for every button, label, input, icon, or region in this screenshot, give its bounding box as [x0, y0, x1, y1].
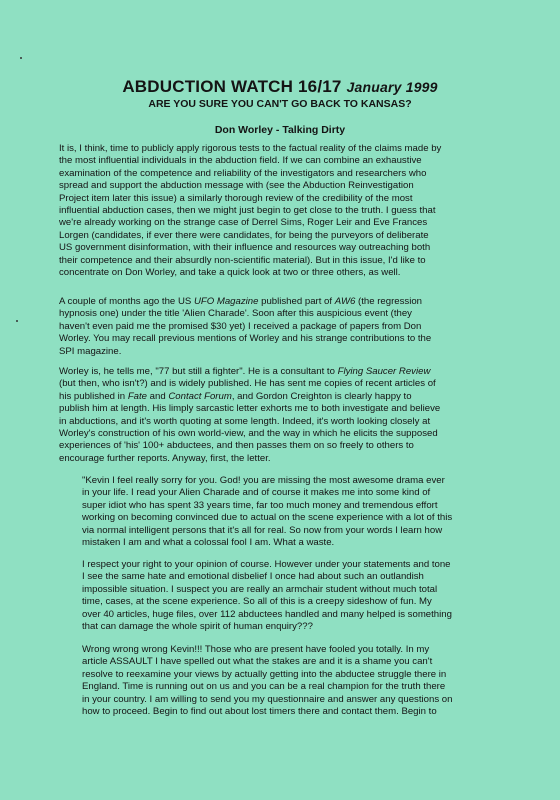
text-line: "Kevin I feel really sorry for you. God! you are missing the most awesome drama ever [82, 475, 445, 486]
text-run: , and Gordon Creighton is clearly happy to [231, 390, 412, 402]
text-line: via normal intelligent persons that it's all for real. So now from your words I learn how [82, 524, 443, 536]
issue-reference: AW6 [334, 296, 356, 307]
text-line: SPI magazine. [59, 345, 122, 357]
magazine-title: UFO Magazine [193, 296, 259, 307]
text-line: Project item later this issue) a similarly thorough review of the credibility of the most [59, 192, 413, 204]
text-line: (but then, who isn't?) and is widely published. He has sent me copies of recent articles of [59, 378, 436, 390]
text-line: haven't even paid me the promised $30 yet) I received a package of papers from Don [59, 320, 422, 332]
publication-title: Fate [127, 390, 148, 402]
text-line: that can damage the whole spirit of human enquiry??? [82, 621, 313, 633]
text-line: their competence and their absurdly non-scientific material). But in this issue, I'd like to [59, 254, 426, 266]
text-run: his published in [59, 390, 128, 402]
text-line: Lorgen (candidates, if ever there were candidates, for being the purveyors of deliberate [59, 229, 429, 241]
text-line: US government disinformation, with their influence and resources way outreaching both [59, 242, 431, 254]
text-line: spread and support the abduction message with (see the Abduction Reinvestigation [59, 180, 414, 192]
letter-quote-2 [82, 559, 503, 633]
article-byline: Don Worley - Talking Dirty [214, 124, 346, 136]
paragraph-2 [59, 296, 503, 358]
text-line: I see the same hate and emotional disbelief I once had about such an outlandish [82, 571, 424, 583]
text-line: working on becoming convinced due to actual on the scene experience with a lot of this [82, 512, 453, 524]
text-line: publish him at length. His limply sarcastic letter exhorts me to both investigate and believe [59, 403, 441, 415]
text-line: in your country. I am willing to send you my questionnaire and answer any questions on [82, 693, 453, 705]
text-run: Worley is, he tells me, "77 but still a fighter". He is a consultant to [59, 366, 338, 377]
text-line: Worley's construction of his own world-view, and the way in which he elicits the supposed [59, 428, 438, 440]
title-text: ABDUCTION WATCH 16/17 [122, 77, 342, 96]
margin-dot [20, 57, 22, 59]
text-line: concentrate on Don Worley, and take a quick look at two or three others, as well. [59, 267, 401, 279]
publication-title: Contact Forum [168, 390, 232, 402]
text-line: time, cases, at the scene experience. So all of this is a creepy sideshow of fun. My [82, 596, 432, 608]
text-line: impossible situation. I suspect you are really an armchair student without much total [82, 583, 438, 595]
text-line: It is, I think, time to publicly apply rigorous tests to the factual reality of the claims made by [59, 143, 442, 154]
title-date: January 1999 [346, 79, 438, 95]
text-line: England. Time is running out on us and you can be a real champion for the truth there [82, 681, 446, 693]
letter-quote-1 [82, 475, 503, 549]
text-run: A couple of months ago the US [59, 296, 194, 307]
paragraph-3 [59, 366, 503, 465]
text-line: influential abduction cases, then we might just begin to get close to the truth. I guess that [59, 205, 436, 217]
paragraph-1 [59, 143, 503, 279]
text-line: examination of the competence and reliability of the investigators and researchers who [59, 167, 427, 179]
text-line: mistaken I am and what a colossal fool I am. What a waste. [82, 537, 335, 549]
text-line: in abductions, and it's worth quoting at some length. Indeed, it's worth looking closely at [59, 415, 431, 427]
text-line: how to proceed. Begin to find out about lost timers there and contact them. Begin to [82, 706, 437, 718]
text-line: hypnosis one) under the title 'Alien Charade'. Soon after this auspicious event (they [59, 308, 412, 320]
text-line: resolve to reexamine your views by actually getting into the abductee struggle there in [82, 668, 447, 680]
text-line: super idiot who has spent 33 years time, far too much money and tremendous effort [82, 499, 438, 511]
text-line: I respect your right to your opinion of course. However under your statements and tone [82, 559, 451, 570]
text-run: (the regression [355, 296, 423, 307]
article-title [60, 77, 500, 97]
margin-dot [16, 320, 18, 322]
publication-title: Flying Saucer Review [337, 366, 431, 377]
text-run: published part of [258, 296, 335, 307]
text-line [59, 391, 503, 403]
text-line: the most influential individuals in the abduction field. If we can combine an exhaustive [59, 155, 422, 167]
text-run: and [147, 390, 169, 402]
text-line: Wrong wrong wrong Kevin!!! Those who are present have fooled you totally. In my [82, 644, 430, 655]
text-line: Worley. You may recall previous mentions of Worley and his strange contributions to the [59, 333, 432, 345]
text-line [59, 366, 503, 378]
text-line [59, 296, 503, 308]
text-line: in your life. I read your Alien Charade and of course it makes me into some kind of [82, 487, 431, 499]
text-line: we're already working on the strange case of Derrel Sims, Roger Leir and Eve Frances [59, 217, 428, 229]
article-subtitle: ARE YOU SURE YOU CAN'T GO BACK TO KANSAS? [148, 98, 412, 110]
text-line: encourage further reports. Anyway, first, the letter. [59, 452, 271, 464]
text-line: article ASSAULT I have spelled out what the stakes are and it is a shame you can't [82, 656, 433, 668]
text-line: over 40 articles, huge files, over 112 abductees handled and many helped is something [82, 608, 452, 620]
text-line: experiences of 'his' 100+ abductees, and then passes them on so freely to others to [59, 440, 414, 452]
letter-quote-3 [82, 644, 503, 718]
